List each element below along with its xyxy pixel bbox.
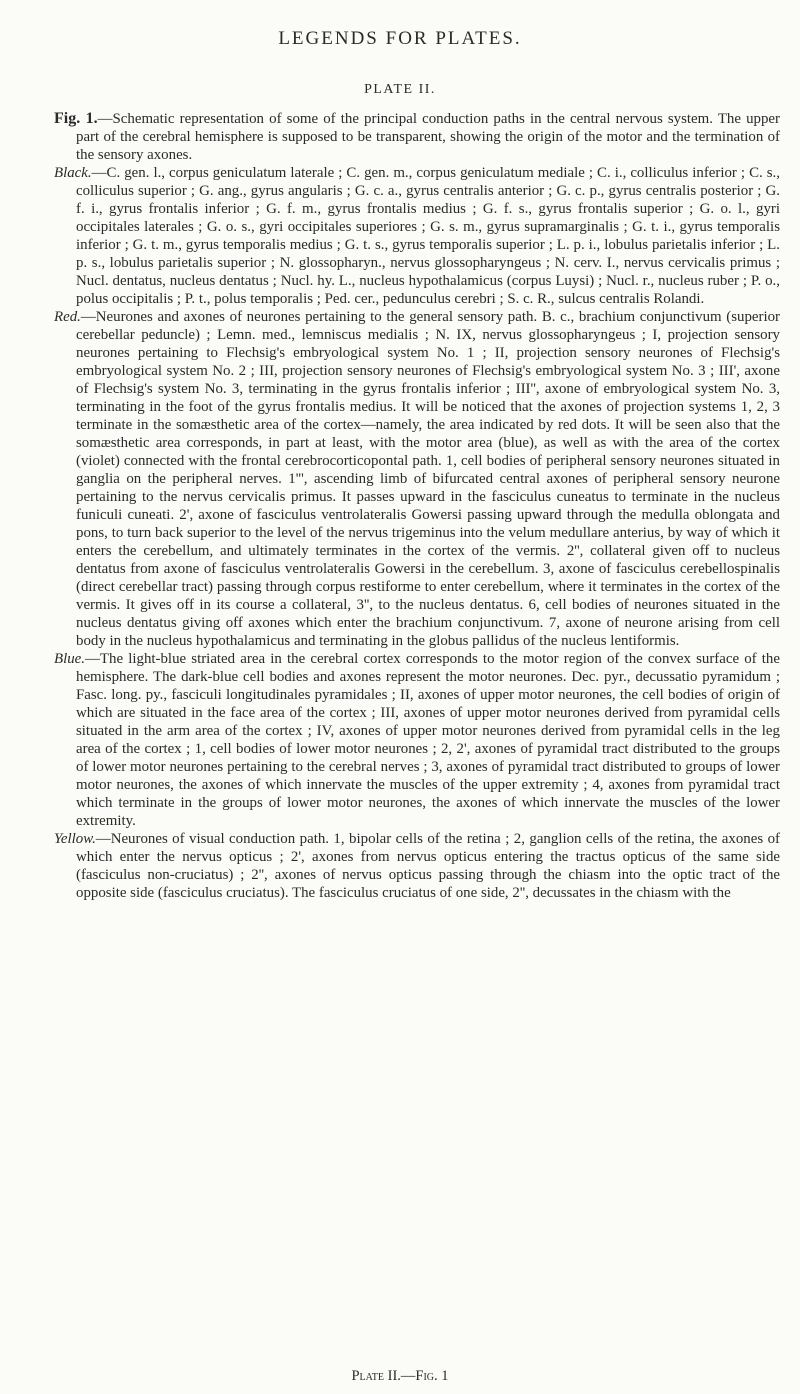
figure-caption-text: —Schematic representation of some of the principal conduction paths in the central nervous system. The upper part of the cerebral hemisphere is supposed to be transparent, showing the origin of the motor and the termination of the sensory axones. [76, 111, 780, 163]
figure-label: Fig. 1. [54, 110, 98, 127]
plate-title: PLATE II. [364, 82, 436, 97]
legend-red [54, 308, 780, 650]
legend-red-text: —Neurones and axones of neurones pertaining to the general sensory path. B. c., brachium conjunctivum (superior cerebellar peduncle) ; Lemn. med., lemniscus medialis ; N. IX, nervus glossopharyngeus ; I, projection sensory neurones pertaining to Flechsig's embryological system No. 1 ; II, projection sensory neurones of Flechsig's embryological system No. 2 ; III, projection sensory neurones of Flechsig's embryological system No. 3 ; III', axone of Flechsig's system No. 3, terminating in the gyrus frontalis inferior ; III'', axone of embryological system No. 3, terminating in the foot of the gyrus frontalis medius. It will be noticed that the axones of projection systems 1, 2, 3 terminate in the somæsthetic area of the cortex—namely, the area indicated by red dots. It will be seen also that the somæsthetic area corresponds, in part at least, with the motor area (blue), as well as with the area of the cortex (violet) connected with the frontal cerebrocorticopontal path. 1, cell bodies of peripheral sensory neurones situated in ganglia on the peripheral nerves. 1''', ascending limb of bifurcated central axones of peripheral sensory neurone pertaining to the nervus cervicalis primus. It passes upward in the fasciculus cuneatus to terminate in the nucleus funiculi cuneati. 2', axone of fasciculus ventrolateralis Gowersi passing upward through the medulla oblongata and pons, to turn back superior to the level of the nervus trigeminus into the velum medullare anterius, by way of which it enters the cerebellum, and ultimately terminates in the cortex of the vermis. 2'', collateral given off to nucleus dentatus from axone of fasciculus ventrolateralis Gowersi in the cerebellum. 3, axone of fasciculus cerebellospinalis (direct cerebellar tract) passing through corpus restiforme to enter cerebellum, where it terminates in the cortex of the vermis. It gives off in its course a collateral, 3'', to the nucleus dentatus. 6, cell bodies of neurones situated in the nucleus dentatus giving off axones which enter the brachium conjunctivum. 7, axone of neurone arising from cell body in the nucleus hypothalamicus and terminating in the globus pallidus of the nucleus lentiformis. [76, 309, 780, 649]
legend-black-key: Black. [54, 165, 92, 181]
running-head: LEGENDS FOR PLATES. [278, 28, 522, 49]
legend-blue-text: —The light-blue striated area in the cerebral cortex corresponds to the motor region of the convex surface of the hemisphere. The dark-blue cell bodies and axones represent the motor neurones. Dec. pyr., decussatio pyramidum ; Fasc. long. py., fasciculi longitudinales pyramidales ; II, axones of upper motor neurones, the cell bodies of origin of which are situated in the face area of the cortex ; III, axones of upper motor neurones derived from pyramidal cells situated in the arm area of the cortex ; IV, axones of upper motor neurones derived from pyramidal cells in the leg area of the cortex ; 1, cell bodies of lower motor neurones ; 2, 2', axones of pyramidal tract distributed to the groups of lower motor neurones pertaining to the cerebral nerves ; 3, axones of pyramidal tract distributed to groups of lower motor neurones, the axones of which innervate the muscles of the upper extremity ; 4, axones from pyramidal tract which terminate in the groups of lower motor neurones, the axones of which innervate the muscles of the lower extremity. [76, 651, 780, 829]
legend-red-key: Red. [54, 309, 81, 325]
page-footer: Plate II.—Fig. 1 [351, 1368, 449, 1384]
legend-body [54, 110, 780, 902]
legend-blue-key: Blue. [54, 651, 86, 667]
legend-yellow-key: Yellow. [54, 831, 96, 847]
legend-yellow [54, 830, 780, 902]
legend-black [54, 164, 780, 308]
figure-caption [54, 110, 780, 164]
legend-blue [54, 650, 780, 830]
legend-black-text: —C. gen. l., corpus geniculatum laterale ; C. gen. m., corpus geniculatum mediale ; C. i., colliculus inferior ; C. s., colliculus superior ; G. ang., gyrus angularis ; G. c. a., gyrus centralis anterior ; G. c. p., gyrus centralis posterior ; G. f. i., gyrus frontalis inferior ; G. f. m., gyrus frontalis medius ; G. f. s., gyrus frontalis superior ; G. o. l., gyri occipitales laterales ; G. o. s., gyri occipitales superiores ; G. s. m., gyrus supramarginalis ; G. t. i., gyrus temporalis inferior ; G. t. m., gyrus temporalis medius ; G. t. s., gyrus temporalis superior ; L. p. i., lobulus parietalis inferior ; L. p. s., lobulus parietalis superior ; N. glossopharyn., nervus glossopharyngeus ; N. cerv. I., nervus cervicalis primus ; Nucl. dentatus, nucleus dentatus ; Nucl. hy. L., nucleus hypothalamicus (corpus Luysi) ; Nucl. r., nucleus ruber ; P. o., polus occipitalis ; P. t., polus temporalis ; Ped. cer., pedunculus cerebri ; S. c. R., sulcus centralis Rolandi. [76, 165, 780, 307]
legend-yellow-text: —Neurones of visual conduction path. 1, bipolar cells of the retina ; 2, ganglion cells of the retina, the axones of which enter the nervus opticus ; 2', axones from nervus opticus entering the tractus opticus of the same side (fasciculus non-cruciatus) ; 2'', axones of nervus opticus passing through the chiasm into the optic tract of the opposite side (fasciculus cruciatus). The fasciculus cruciatus of one side, 2'', decussates in the chiasm with the [76, 831, 780, 901]
